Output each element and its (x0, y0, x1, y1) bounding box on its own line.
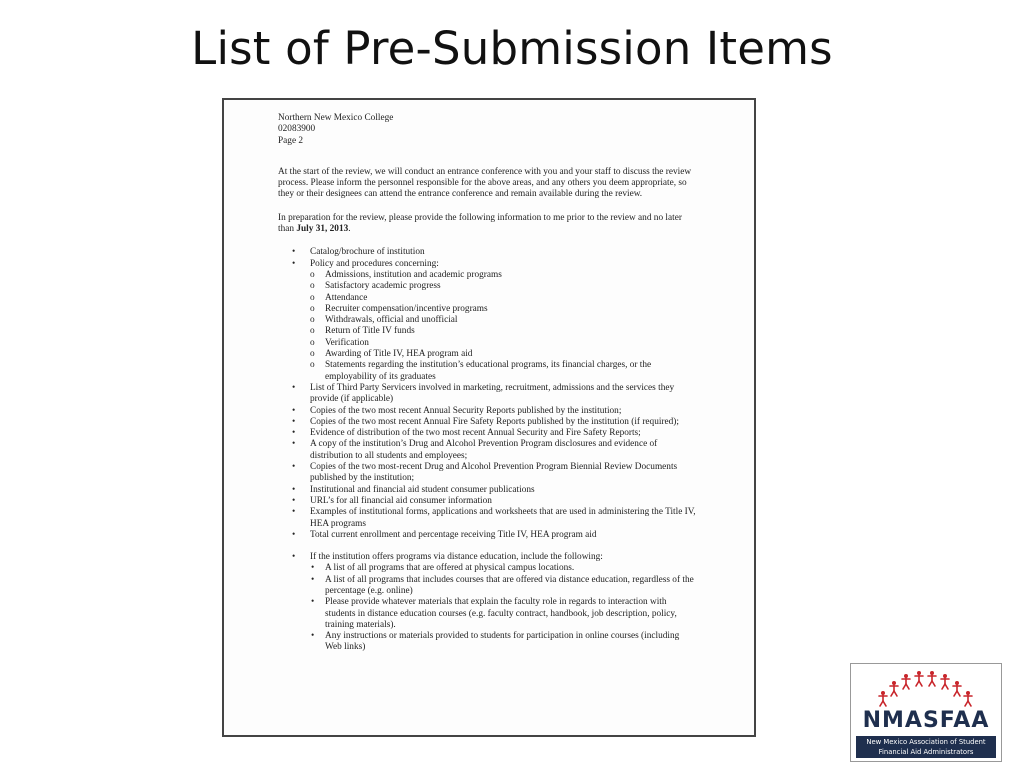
slide-title: List of Pre-Submission Items (191, 22, 833, 75)
distance-sublist (278, 563, 698, 653)
header-page: Page 2 (278, 135, 304, 146)
sublist-item: o Satisfactory academic progress (278, 281, 698, 292)
list-item: • Copies of the two most recent Annual Security Reports published by the institution; (278, 406, 698, 417)
sublist-item: • A list of all programs that includes courses that are offered via distance education, regardless of the percentage (e.g. online) (278, 575, 698, 598)
list-item-distance: • If the institution offers programs via distance education, include the following: (278, 552, 698, 563)
logo-wordmark: NMASFAA (862, 708, 990, 733)
header-number: 02083900 (278, 124, 316, 135)
sublist-item: o Verification (278, 338, 698, 349)
sublist-item: • A list of all programs that are offered at physical campus locations. (278, 563, 698, 574)
list-item: • Institutional and financial aid student consumer publications (278, 485, 698, 496)
items-list-continued (278, 383, 698, 563)
list-item: • Evidence of distribution of the two most recent Annual Security and Fire Safety Reports; (278, 428, 698, 439)
header-institution: Northern New Mexico College (278, 113, 394, 123)
people-arc-icon (877, 669, 977, 709)
sublist-item: o Statements regarding the institution’s educational programs, its financial charges, or the employability of its graduates (278, 360, 698, 383)
sublist-item: o Admissions, institution and academic programs (278, 270, 698, 281)
list-item: • Catalog/brochure of institution (278, 247, 698, 258)
policy-sublist (278, 270, 698, 383)
document-body (278, 113, 698, 654)
list-item: • URL’s for all financial aid consumer information (278, 496, 698, 507)
list-item: • Examples of institutional forms, applications and worksheets that are used in administering the Title IV, HEA programs (278, 507, 698, 530)
scanned-document (222, 98, 756, 737)
paragraph-preparation (278, 213, 698, 236)
letter-header (278, 113, 698, 147)
list-item: • A copy of the institution’s Drug and Alcohol Prevention Program disclosures and evidence of distribution to all students and employees; (278, 439, 698, 462)
preparation-end: . (348, 224, 351, 235)
list-item: • Copies of the two most recent Annual Fire Safety Reports published by the institution (if required); (278, 417, 698, 428)
list-item-label: • Policy and procedures concerning: (310, 258, 439, 269)
sublist-item: o Attendance (278, 293, 698, 304)
list-item: • Total current enrollment and percentage receiving Title IV, HEA program aid (278, 530, 698, 541)
list-item: • Copies of the two most-recent Drug and Alcohol Prevention Program Biennial Review Documents published by the institution; (278, 462, 698, 485)
sublist-item: o Withdrawals, official and unofficial (278, 315, 698, 326)
items-list (278, 247, 698, 270)
sublist-item: • Any instructions or materials provided to students for participation in online courses (including Web links) (278, 631, 698, 654)
deadline-date: July 31, 2013 (296, 224, 349, 235)
list-item-policy (278, 259, 698, 270)
logo-subtitle-line1: New Mexico Association of Student (866, 738, 986, 746)
preparation-text: In preparation for the review, please provide the following information to me prior to the review and no later than (278, 212, 682, 235)
logo-subtitle-line2: Financial Aid Administrators (878, 748, 974, 756)
paragraph-entrance-conference: At the start of the review, we will conduct an entrance conference with you and your staff to discuss the review process. Please inform the personnel responsible for the above areas, and any others you deem appropriate, so they or their designees can attend the entrance conference and remain available during the review. (278, 166, 692, 200)
sublist-item: o Recruiter compensation/incentive programs (278, 304, 698, 315)
nmasfaa-logo (850, 663, 1002, 762)
list-item: • List of Third Party Servicers involved in marketing, recruitment, admissions and the services they provide (if applicable) (278, 383, 698, 406)
sublist-item: • Please provide whatever materials that explain the faculty role in regards to interaction with students in distance education courses (e.g. faculty contract, handbook, job description, policy, training materials). (278, 597, 698, 631)
sublist-item: o Return of Title IV funds (278, 326, 698, 337)
sublist-item: o Awarding of Title IV, HEA program aid (278, 349, 698, 360)
logo-subtitle (856, 736, 996, 758)
